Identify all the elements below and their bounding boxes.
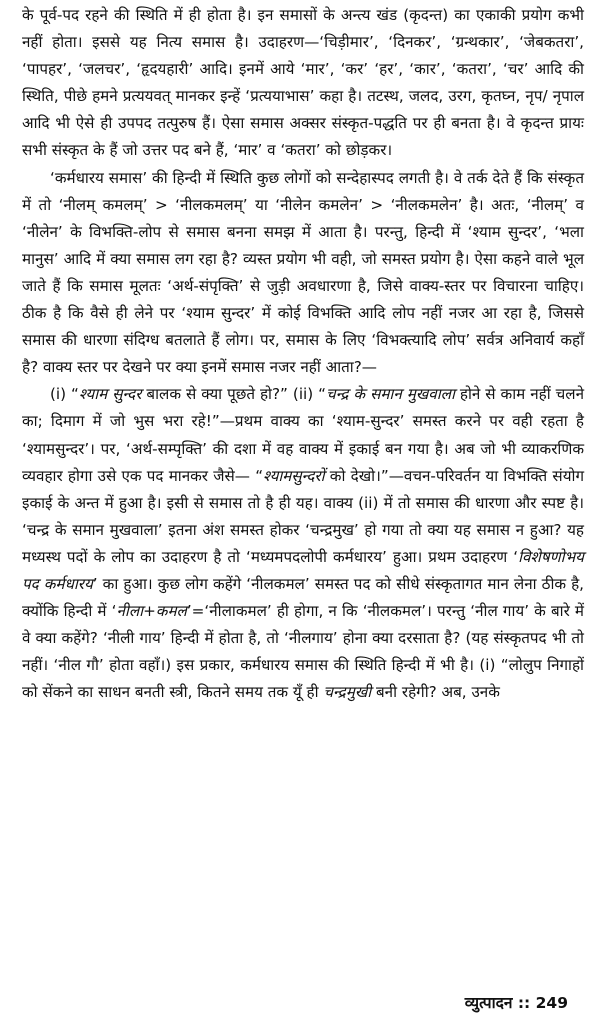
italic-text-run: नीला+कमल	[116, 602, 187, 621]
paragraph	[22, 381, 584, 706]
text-run: बनी रहेगी? अब, उनके	[371, 683, 500, 702]
text-run: बालक से क्या पूछते हो?” (ii) “	[141, 385, 327, 404]
paragraph	[22, 2, 584, 165]
page-body-text	[22, 2, 584, 706]
italic-text-run: चन्द्रमुखी	[323, 683, 372, 702]
text-run: ’=‘नीलाकमल’ ही होगा, न कि ‘नीलकमल’। परन्तु ‘नील गाय’ के बारे में वे क्या कहेंगे? ‘नीली गाय’ हिन्दी में होता है, तो ‘नीलगाय’ होना क्या दरसाता है? (यह संस्कृतपद भी तो नहीं। ‘नील गौ’ होता वहाँ।) इस प्रकार, कर्मधारय समास की स्थिति हिन्दी में भी है। (i) “लोलुप निगाहों को सेंकने का साधन बनती स्त्री, कितने समय तक यूँ ही	[22, 602, 585, 702]
text-run: (i) “	[50, 385, 79, 404]
page-footer: व्युत्पादन :: 249	[464, 994, 568, 1012]
text-run: के पूर्व-पद रहने की स्थिति में ही होता है। इन समासों के अन्त्य खंड (कृदन्त) का एकाकी प्रयोग कभी नहीं होता। इससे यह नित्य समास है। उदाहरण—‘चिड़ीमार’, ‘दिनकर’, ‘ग्रन्थकार’, ‘जेबकतरा’, ‘पापहर’, ‘जलचर’, ‘हृदयहारी’ आदि। इनमें आये ‘मार’, ‘कर’ ‘हर’, ‘कार’, ‘कतरा’, ‘चर’ आदि की स्थिति, पीछे हमने प्रत्ययवत् मानकर इन्हें ‘प्रत्ययाभास’ कहा है। तटस्थ, जलद, उरग, कृतघ्न, नृप/ नृपाल आदि भी ऐसे ही उपपद तत्पुरुष हैं। ऐसा समास अक्सर संस्कृत-पद्धति पर ही बनता है। वे कृदन्त प्रायः सभी संस्कृत के हैं जो उत्तर पद बने हैं, ‘मार’ व ‘कतरा’ को छोड़कर।	[22, 6, 584, 160]
text-run: ‘कर्मधारय समास’ की हिन्दी में स्थिति कुछ लोगों को सन्देहास्पद लगती है। वे तर्क देते हैं कि संस्कृत में तो ‘नीलम् कमलम्’ > ‘नीलकमलम्’ या ‘नीलेन कमलेन’ > ‘नीलकमलेन’ है। अतः, ‘नीलम्’ व ‘नीलेन’ के विभक्ति-लोप से समास बनना समझ में आता है। परन्तु, हिन्दी में ‘श्याम सुन्दर’, ‘भला मानुस’ आदि में क्या समास लग रहा है? व्यस्त प्रयोग भी वही, जो समस्त प्रयोग है। ऐसा कहने वाले भूल जाते हैं कि समास मूलतः ‘अर्थ-संपृक्ति’ से जुड़ी अवधारणा है, जिसे वाक्य-स्तर पर विचारना चाहिए। ठीक है कि वैसे ही लेने पर ‘श्याम सुन्दर’ में कोई विभक्ति आदि लोप नहीं नजर आ रहा है, जिससे समास की धारणा संदिग्ध बतलाते हैं लोग। पर, समास के लिए ‘विभक्त्यादि लोप’ सर्वत्र अनिवार्य कहाँ है? वाक्य स्तर पर देखने पर क्या इनमें समास नजर नहीं आता?—	[22, 168, 584, 377]
italic-text-run: श्याम सुन्दर	[78, 385, 142, 404]
paragraph	[22, 165, 584, 382]
italic-text-run: चन्द्र के समान मुखवाला	[326, 385, 455, 404]
italic-text-run: श्यामसुन्दरों	[263, 466, 325, 485]
text-run: को देखो।”—वचन-परिवर्तन या विभक्ति संयोग इकाई के अन्त में हुआ है। इसी से समास तो है ही यह। वाक्य (ii) में तो समास की धारणा और स्पष्ट है। ‘चन्द्र के समान मुखवाला’ इतना अंश समस्त होकर ‘चन्द्रमुख’ हो गया तो क्या यह समास न हुआ? यह मध्यस्थ पदों के लोप का उदाहरण है तो ‘मध्यमपदलोपी कर्मधारय’ हुआ। प्रथम उदाहरण ‘	[22, 466, 584, 566]
text-run: ’ का हुआ। कुछ लोग कहेंगे ‘नीलकमल’ समस्त पद को सीधे संस्कृतागत मान लेना ठीक है, क्योंकि हिन्दी में ‘	[22, 574, 584, 621]
italic-text-run: विशेषणोभय पद कर्मधारय	[22, 547, 584, 593]
text-run: होने से काम नहीं चलने का; दिमाग में जो भुस भरा रहे!”—प्रथम वाक्य का ‘श्याम-सुन्दर’ समस्त करने पर वही रहता है ‘श्यामसुन्दर’। पर, ‘अर्थ-सम्पृक्ति’ की दशा में वह वाक्य में इकाई बन गया है। अब जो भी व्याकरणिक व्यवहार होगा उसे एक पद मानकर जैसे— “	[22, 385, 585, 485]
